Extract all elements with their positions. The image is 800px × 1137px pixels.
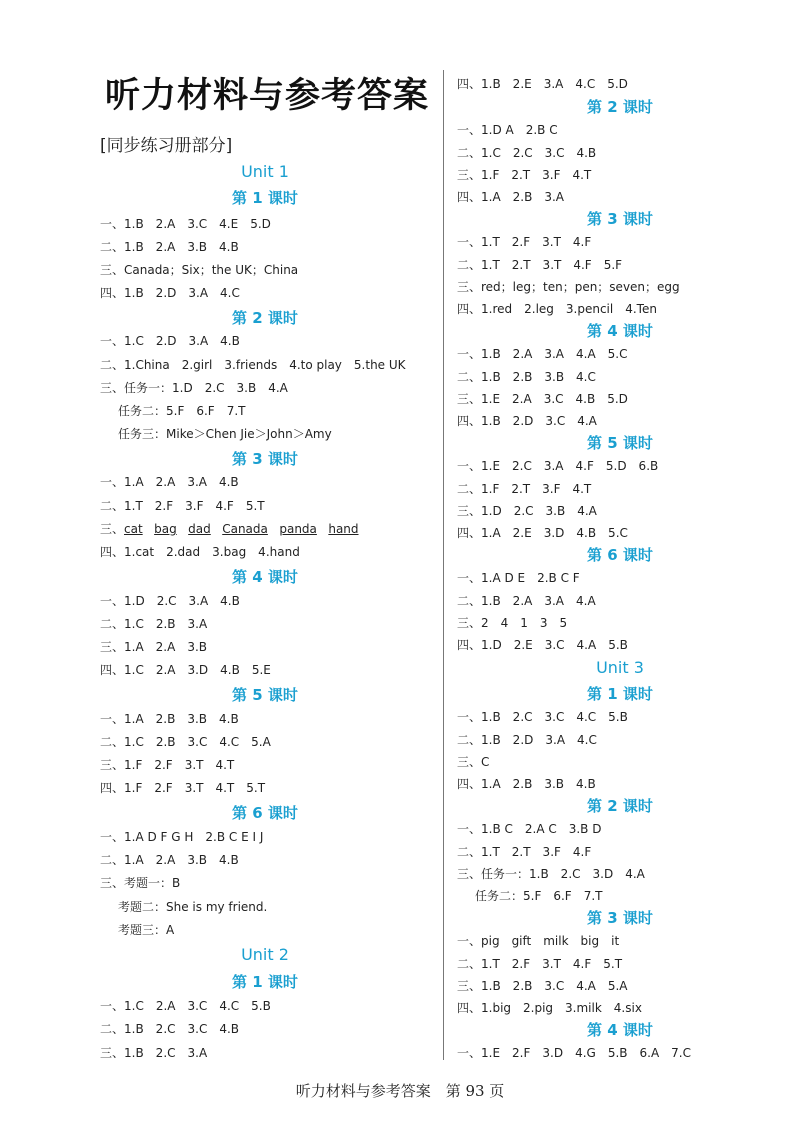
answer-line: 二、1.C 2.B 3.C 4.C 5.A — [100, 735, 271, 749]
answer-line: 二、1.B 2.B 3.B 4.C — [457, 370, 596, 384]
answer-line: 四、1.F 2.F 3.T 4.T 5.T — [100, 781, 266, 795]
answer-line: 考题二：She is my friend. — [118, 900, 268, 914]
lesson-heading: 第 2 课时 — [587, 98, 653, 116]
answer-line: 二、1.B 2.A 3.B 4.B — [100, 240, 239, 254]
answer-line: 二、1.A 2.A 3.B 4.B — [100, 853, 239, 867]
answer-line: 三、1.A 2.A 3.B — [100, 640, 207, 654]
answer-line: 一、1.B 2.A 3.A 4.A 5.C — [457, 347, 628, 361]
page-title: 听力材料与参考答案 — [105, 75, 430, 116]
column-divider — [443, 70, 444, 1060]
answer-line: 一、1.D A 2.B C — [457, 123, 558, 137]
answer-line: 一、1.A 2.A 3.A 4.B — [100, 475, 239, 489]
answer-line: 三、1.B 2.C 3.A — [100, 1046, 208, 1060]
answer-line: 一、1.B 2.A 3.C 4.E 5.D — [100, 217, 271, 231]
answer-line: 四、1.B 2.D 3.A 4.C — [100, 286, 240, 300]
lesson-heading: 第 3 课时 — [232, 450, 298, 468]
underlined-word: panda — [279, 522, 317, 536]
answer-line: 二、1.B 2.C 3.C 4.B — [100, 1022, 240, 1036]
lesson-heading: 第 2 课时 — [232, 309, 298, 327]
answer-line: 二、1.T 2.T 3.F 4.F — [457, 845, 592, 859]
answer-line: 二、1.B 2.D 3.A 4.C — [457, 733, 597, 747]
lesson-heading: 第 6 课时 — [232, 804, 298, 822]
lesson-heading: 第 4 课时 — [587, 322, 653, 340]
answer-line: 三、1.F 2.F 3.T 4.T — [100, 758, 235, 772]
lesson-heading: 第 1 课时 — [232, 973, 298, 991]
answer-line: 考题三：A — [118, 923, 175, 937]
answer-line: 一、1.A D F G H 2.B C E I J — [100, 830, 264, 844]
answer-line: 三、C — [457, 755, 490, 769]
answer-line: 一、1.A 2.B 3.B 4.B — [100, 712, 239, 726]
answer-line: 四、1.A 2.B 3.A — [457, 190, 564, 204]
answer-line: 四、1.D 2.E 3.C 4.A 5.B — [457, 638, 628, 652]
answer-line: 四、1.red 2.leg 3.pencil 4.Ten — [457, 302, 657, 316]
answer-line: 四、1.A 2.B 3.B 4.B — [457, 777, 596, 791]
answer-line: 四、1.C 2.A 3.D 4.B 5.E — [100, 663, 271, 677]
answer-line: 二、1.F 2.T 3.F 4.T — [457, 482, 592, 496]
answer-line: 一、1.D 2.C 3.A 4.B — [100, 594, 240, 608]
answer-line: 三、2 4 1 3 5 — [457, 616, 568, 630]
answer-line: 任务二：5.F 6.F 7.T — [118, 404, 246, 418]
answer-line: 一、1.B C 2.A C 3.B D — [457, 822, 602, 836]
lesson-heading: 第 5 课时 — [232, 686, 298, 704]
answer-line: 一、1.E 2.C 3.A 4.F 5.D 6.B — [457, 459, 659, 473]
answer-line: 一、1.A D E 2.B C F — [457, 571, 580, 585]
underlined-word: cat — [124, 522, 143, 536]
underlined-word: hand — [328, 522, 359, 536]
answer-line-underlined — [100, 521, 359, 537]
answer-line: 三、red；leg；ten；pen；seven；egg — [457, 280, 680, 294]
answer-line: 二、1.T 2.T 3.T 4.F 5.F — [457, 258, 623, 272]
unit-heading: Unit 3 — [596, 658, 644, 677]
underlined-word: Canada — [222, 522, 268, 536]
answer-line: 二、1.China 2.girl 3.friends 4.to play 5.the UK — [100, 358, 406, 372]
section-tag: [同步练习册部分] — [100, 136, 233, 156]
answer-line: 二、1.C 2.B 3.A — [100, 617, 208, 631]
underlined-word: dad — [188, 522, 211, 536]
lesson-heading: 第 4 课时 — [587, 1021, 653, 1039]
lesson-heading: 第 1 课时 — [587, 685, 653, 703]
lesson-heading: 第 5 课时 — [587, 434, 653, 452]
lesson-heading: 第 6 课时 — [587, 546, 653, 564]
underlined-word: bag — [154, 522, 177, 536]
answer-line: 三、考题一：B — [100, 876, 181, 890]
lesson-heading: 第 3 课时 — [587, 909, 653, 927]
answer-line: 二、1.T 2.F 3.T 4.F 5.T — [457, 957, 623, 971]
answer-line: 四、1.cat 2.dad 3.bag 4.hand — [100, 545, 300, 559]
answer-line: 一、1.C 2.A 3.C 4.C 5.B — [100, 999, 271, 1013]
answer-line: 任务二：5.F 6.F 7.T — [475, 889, 603, 903]
unit-heading: Unit 1 — [241, 162, 289, 181]
answer-line: 四、1.B 2.E 3.A 4.C 5.D — [457, 77, 628, 91]
lesson-heading: 第 1 课时 — [232, 189, 298, 207]
lesson-heading: 第 2 课时 — [587, 797, 653, 815]
answer-line: 一、1.E 2.F 3.D 4.G 5.B 6.A 7.C — [457, 1046, 691, 1060]
answer-line: 四、1.A 2.E 3.D 4.B 5.C — [457, 526, 628, 540]
answer-prefix: 三、 — [100, 522, 125, 536]
answer-line: 三、任务一：1.B 2.C 3.D 4.A — [457, 867, 645, 881]
answer-line: 二、1.B 2.A 3.A 4.A — [457, 594, 596, 608]
answer-line: 二、1.T 2.F 3.F 4.F 5.T — [100, 499, 265, 513]
unit-heading: Unit 2 — [241, 945, 289, 964]
answer-line: 三、1.B 2.B 3.C 4.A 5.A — [457, 979, 628, 993]
lesson-heading: 第 4 课时 — [232, 568, 298, 586]
answer-line: 四、1.B 2.D 3.C 4.A — [457, 414, 597, 428]
answer-line: 三、1.E 2.A 3.C 4.B 5.D — [457, 392, 628, 406]
answer-line: 一、1.T 2.F 3.T 4.F — [457, 235, 592, 249]
lesson-heading: 第 3 课时 — [587, 210, 653, 228]
answer-line: 一、1.B 2.C 3.C 4.C 5.B — [457, 710, 628, 724]
answer-line: 四、1.big 2.pig 3.milk 4.six — [457, 1001, 642, 1015]
answer-line: 三、1.D 2.C 3.B 4.A — [457, 504, 597, 518]
answer-line: 三、任务一：1.D 2.C 3.B 4.A — [100, 381, 288, 395]
answer-line: 三、1.F 2.T 3.F 4.T — [457, 168, 592, 182]
page-footer: 听力材料与参考答案 第 93 页 — [295, 1082, 505, 1100]
answer-line: 二、1.C 2.C 3.C 4.B — [457, 146, 597, 160]
answer-line: 任务三：Mike＞Chen Jie＞John＞Amy — [118, 427, 332, 441]
answer-line: 一、1.C 2.D 3.A 4.B — [100, 334, 240, 348]
answer-line: 一、pig gift milk big it — [457, 934, 620, 948]
answer-line: 三、Canada；Six；the UK；China — [100, 263, 299, 277]
